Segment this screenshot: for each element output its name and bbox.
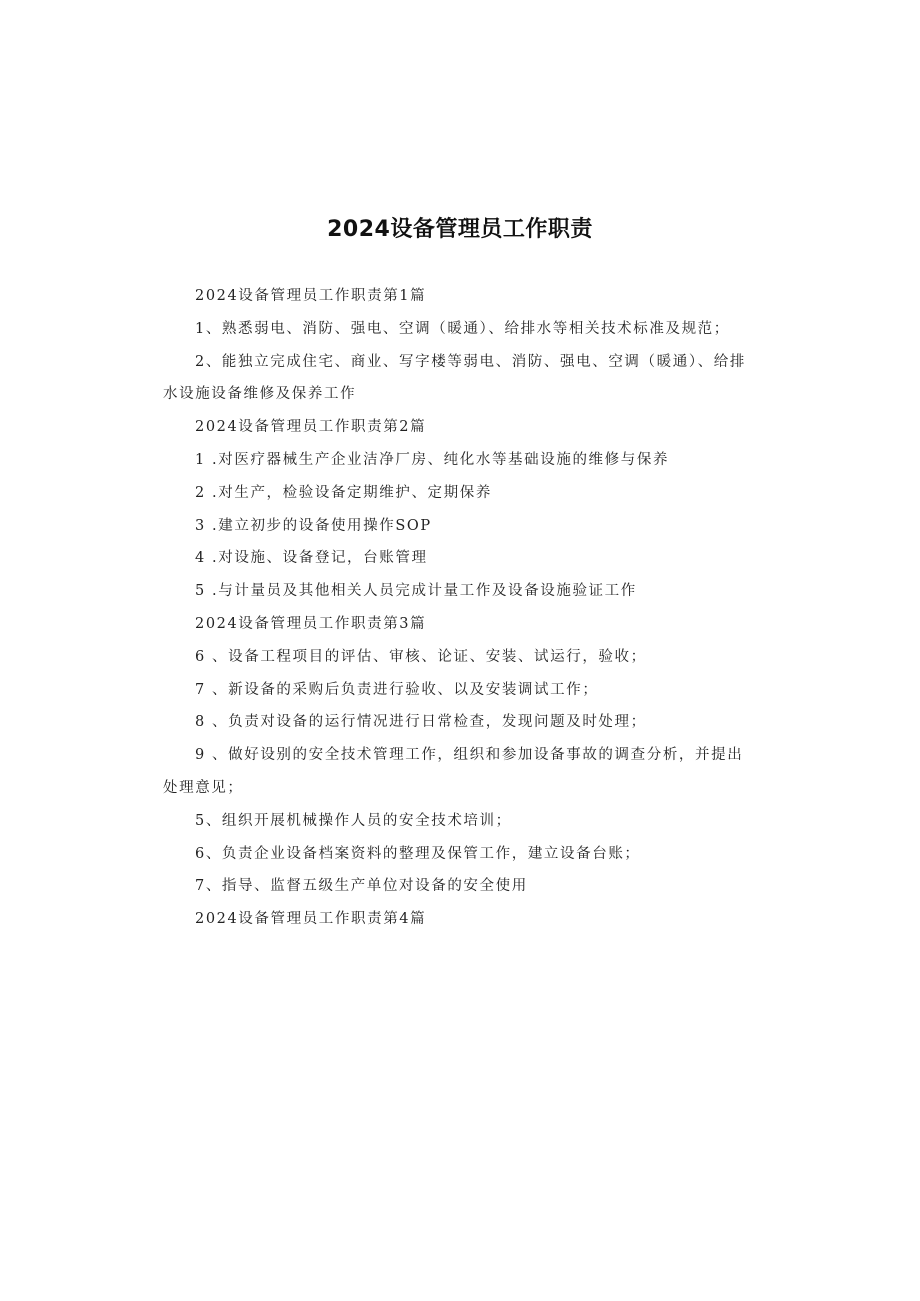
document-body [163, 280, 748, 936]
list-item: 9 、做好设别的安全技术管理工作，组织和参加设备事故的调查分析，并提出处理意见； [163, 747, 744, 796]
list-item: 5 .与计量员及其他相关人员完成计量工作及设备设施验证工作 [195, 583, 637, 600]
list-item: 2 .对生产，检验设备定期维护、定期保养 [195, 484, 492, 501]
list-item: 4 .对设施、设备登记，台账管理 [195, 550, 428, 567]
section-heading-2: 2024设备管理员工作职责第2篇 [195, 419, 427, 436]
section-heading-1: 2024设备管理员工作职责第1篇 [195, 288, 427, 304]
list-item: 6 、设备工程项目的评估、审核、论证、安装、试运行，验收； [195, 648, 647, 665]
list-item: 8 、负责对设备的运行情况进行日常检查，发现问题及时处理； [195, 714, 647, 731]
list-item: 3 .建立初步的设备使用操作SOP [195, 517, 432, 534]
list-item: 1、熟悉弱电、消防、强电、空调（暖通）、给排水等相关技术标准及规范； [195, 320, 730, 337]
list-item: 1 .对医疗器械生产企业洁净厂房、纯化水等基础设施的维修与保养 [195, 451, 670, 468]
list-item: 6、负责企业设备档案资料的整理及保管工作，建立设备台账； [195, 845, 641, 862]
list-item: 7 、新设备的采购后负责进行验收、以及安装调试工作； [195, 681, 599, 698]
section-heading-3: 2024设备管理员工作职责第3篇 [195, 615, 427, 632]
list-item: 2、能独立完成住宅、商业、写字楼等弱电、消防、强电、空调（暖通）、给排水设施设备维修及保养工作 [163, 353, 746, 403]
document-title: 2024设备管理员工作职责 [327, 217, 593, 242]
list-item: 5、组织开展机械操作人员的安全技术培训； [195, 812, 512, 829]
list-item: 7、指导、监督五级生产单位对设备的安全使用 [195, 878, 528, 895]
section-heading-4: 2024设备管理员工作职责第4篇 [195, 911, 427, 928]
